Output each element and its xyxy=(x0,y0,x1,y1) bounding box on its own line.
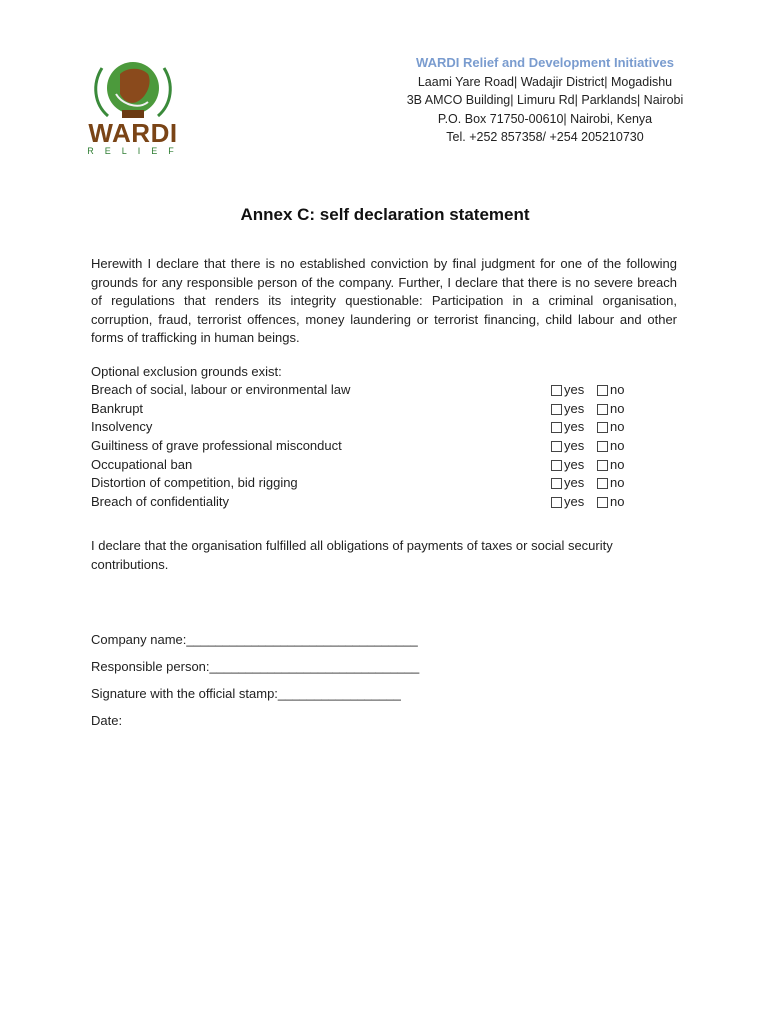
document-title: Annex C: self declaration statement xyxy=(240,205,530,224)
no-option[interactable] xyxy=(597,474,624,493)
yes-label: yes xyxy=(564,419,585,435)
ground-row xyxy=(91,437,651,456)
signature-field[interactable]: Signature with the official stamp:_________________ xyxy=(91,686,401,701)
yes-option[interactable] xyxy=(551,418,584,437)
no-label: no xyxy=(610,438,625,454)
ground-row xyxy=(91,474,651,493)
ground-label: Occupational ban xyxy=(91,456,193,472)
yes-option[interactable] xyxy=(551,437,584,456)
yes-option[interactable] xyxy=(551,381,584,400)
company-name-field[interactable]: Company name:________________________________ xyxy=(91,632,418,647)
ground-row xyxy=(91,400,651,419)
ground-label: Breach of confidentiality xyxy=(91,494,230,510)
no-label: no xyxy=(610,456,625,472)
yes-option[interactable] xyxy=(551,493,584,512)
ground-row xyxy=(91,493,651,512)
organisation-header xyxy=(400,54,690,147)
ground-label: Insolvency xyxy=(91,419,153,435)
no-option[interactable] xyxy=(597,437,624,456)
checkbox-icon[interactable] xyxy=(551,441,562,452)
address-line: Laami Yare Road| Wadajir District| Mogadishu xyxy=(417,74,673,89)
no-option[interactable] xyxy=(597,456,624,475)
no-label: no xyxy=(610,400,625,416)
yes-label: yes xyxy=(564,438,585,454)
logo-subtitle: RELIEF xyxy=(87,146,185,156)
ground-label: Distortion of competition, bid rigging xyxy=(91,475,298,491)
no-label: no xyxy=(610,494,625,510)
responsible-person-field[interactable]: Responsible person:_____________________________ xyxy=(91,659,420,674)
ground-row xyxy=(91,381,651,400)
no-option[interactable] xyxy=(597,418,624,437)
checkbox-icon[interactable] xyxy=(551,422,562,433)
checkbox-icon[interactable] xyxy=(597,385,608,396)
grounds-heading: Optional exclusion grounds exist: xyxy=(91,364,282,379)
yes-label: yes xyxy=(564,400,585,416)
ground-label: Breach of social, labour or environmental law xyxy=(91,382,351,397)
yes-label: yes xyxy=(564,382,585,397)
wardi-logo xyxy=(78,54,188,158)
checkbox-icon[interactable] xyxy=(551,478,562,489)
telephone-line: Tel. +252 857358/ +254 205210730 xyxy=(446,130,644,144)
date-field[interactable]: Date: xyxy=(91,713,123,728)
checkbox-icon[interactable] xyxy=(551,497,562,508)
no-option[interactable] xyxy=(597,381,624,400)
yes-option[interactable] xyxy=(551,474,584,493)
no-option[interactable] xyxy=(597,493,624,512)
ground-row xyxy=(91,456,651,475)
no-option[interactable] xyxy=(597,400,624,419)
yes-label: yes xyxy=(564,475,585,491)
exclusion-grounds xyxy=(91,363,651,512)
organisation-name: WARDI Relief and Development Initiatives xyxy=(416,55,674,70)
checkbox-icon[interactable] xyxy=(551,460,562,471)
checkbox-icon[interactable] xyxy=(597,404,608,415)
checkbox-icon[interactable] xyxy=(551,404,562,415)
declaration-intro: Herewith I declare that there is no established conviction by final judgment for one of the following grounds for any responsible person of the company. Further, I declare that there is no severe breach of regulations that renders its integrity questionable: Participation in a criminal organisation, corruption, fraud, terrorist offences, money laundering or terrorist financing, child labour and other forms of trafficking in human beings. xyxy=(91,256,677,346)
checkbox-icon[interactable] xyxy=(551,385,562,396)
checkbox-icon[interactable] xyxy=(597,478,608,489)
address-line: P.O. Box 71750-00610| Nairobi, Kenya xyxy=(437,111,653,126)
ground-row xyxy=(91,418,651,437)
checkbox-icon[interactable] xyxy=(597,422,608,433)
ground-label: Guiltiness of grave professional misconduct xyxy=(91,438,342,454)
yes-label: yes xyxy=(564,494,585,510)
yes-option[interactable] xyxy=(551,456,584,475)
yes-option[interactable] xyxy=(551,400,584,419)
checkbox-icon[interactable] xyxy=(597,460,608,471)
no-label: no xyxy=(610,419,625,435)
ground-label: Bankrupt xyxy=(91,400,144,416)
address-line: 3B AMCO Building| Limuru Rd| Parklands| Nairobi xyxy=(406,93,684,107)
logo-wordmark: WARDI xyxy=(88,118,178,148)
wardi-emblem-icon xyxy=(78,54,188,120)
no-label: no xyxy=(610,475,625,491)
no-label: no xyxy=(610,382,625,397)
checkbox-icon[interactable] xyxy=(597,497,608,508)
checkbox-icon[interactable] xyxy=(597,441,608,452)
tax-declaration: I declare that the organisation fulfilled all obligations of payments of taxes or social security contributions. xyxy=(91,538,613,572)
yes-label: yes xyxy=(564,456,585,472)
